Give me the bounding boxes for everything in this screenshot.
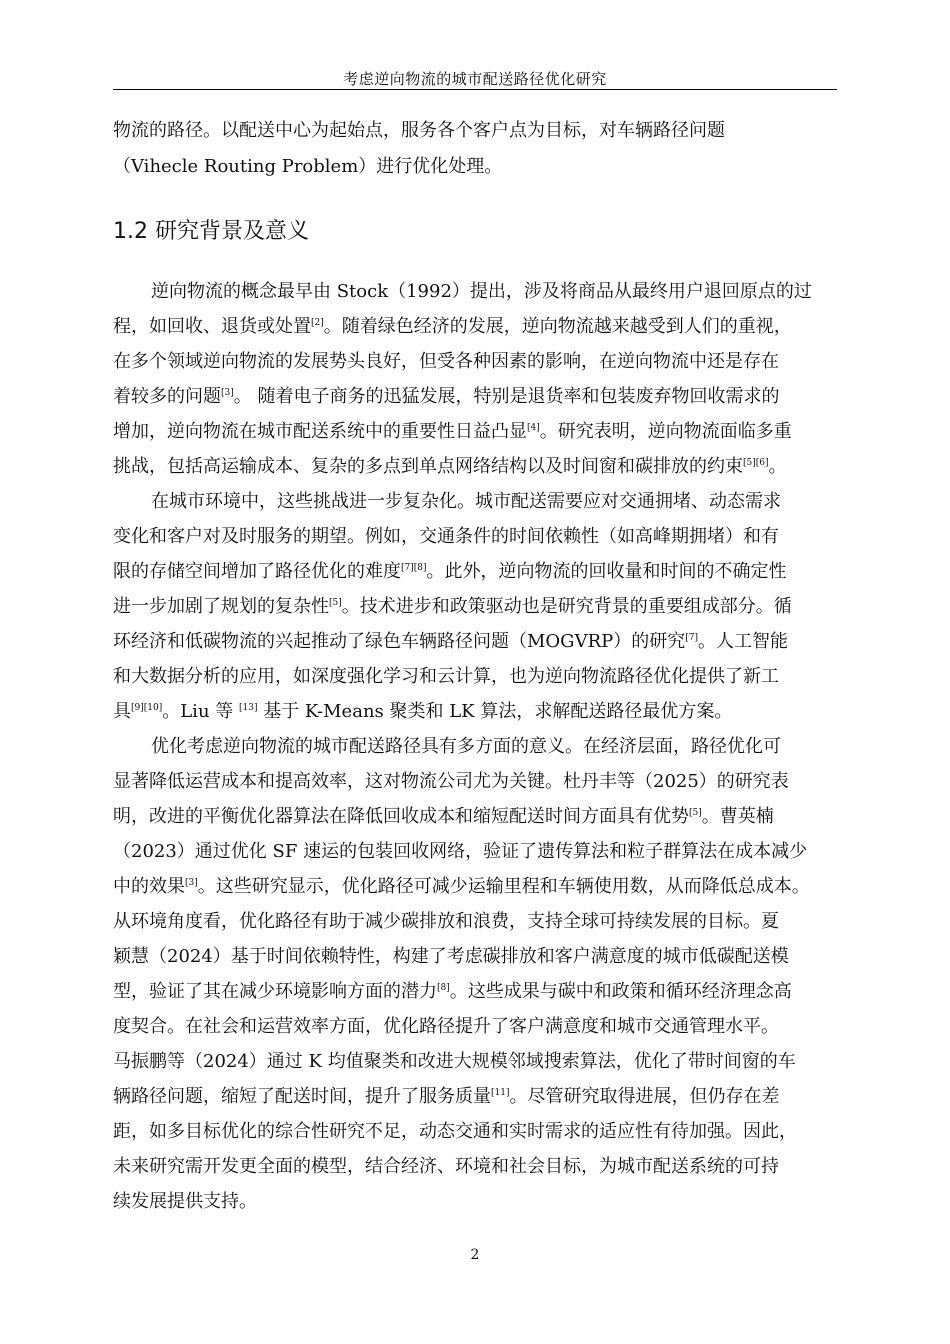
text-line: 续发展提供支持。: [113, 1191, 257, 1212]
text-line: 物流的路径。以配送中心为起始点，服务各个客户点为目标，对车辆路径问题: [113, 120, 725, 141]
text-line: 在城市环境中，这些挑战进一步复杂化。城市配送需要应对交通拥堵、动态需求: [151, 491, 781, 512]
text-line: 程，如回收、退货或处置[2]。随着绿色经济的发展，逆向物流越来越受到人们的重视，: [113, 316, 792, 337]
citation: [3]: [185, 878, 198, 888]
text-line: 从环境角度看，优化路径有助于减少碳排放和浪费，支持全球可持续发展的目标。夏: [113, 911, 779, 932]
citation: [4]: [527, 423, 540, 433]
text-line: 环经济和低碳物流的兴起推动了绿色车辆路径问题（MOGVRP）的研究[7]。人工智能: [113, 631, 788, 652]
text-line: 辆路径问题，缩短了配送时间，提升了服务质量[11]。尽管研究取得进展，但仍存在差: [113, 1086, 780, 1107]
citation: [3]: [221, 388, 234, 398]
section-heading: 1.2 研究背景及意义: [113, 219, 309, 244]
citation: [2]: [311, 318, 324, 328]
text-line: 明，改进的平衡优化器算法在降低回收成本和缩短配送时间方面具有优势[5]。曹英楠: [113, 806, 774, 827]
text-line: 增加，逆向物流在城市配送系统中的重要性日益凸显[4]。研究表明，逆向物流面临多重: [113, 421, 792, 442]
text-line: 和大数据分析的应用，如深度强化学习和云计算，也为逆向物流路径优化提供了新工: [113, 666, 779, 687]
text-line: 距，如多目标优化的综合性研究不足，动态交通和实时需求的适应性有待加强。因此，: [113, 1121, 797, 1142]
text-line: 型，验证了其在减少环境影响方面的潜力[8]。这些成果与碳中和政策和循环经济理念高: [113, 981, 792, 1002]
header-rule: [113, 89, 837, 90]
page-number: 2: [470, 1247, 480, 1263]
text-line: 未来研究需开发更全面的模型，结合经济、环境和社会目标，为城市配送系统的可持: [113, 1156, 779, 1177]
citation: [5]: [689, 808, 702, 818]
citation: [9][10]: [131, 703, 163, 713]
text-line: 在多个领域逆向物流的发展势头良好，但受各种因素的影响，在逆向物流中还是存在: [113, 351, 779, 372]
citation: [13]: [238, 703, 258, 713]
text-line: 马振鹏等（2024）通过 K 均值聚类和改进大规模邻域搜索算法，优化了带时间窗的车: [113, 1051, 796, 1072]
text-line: 限的存储空间增加了路径优化的难度[7][8]。此外，逆向物流的回收量和时间的不确定性: [113, 561, 787, 582]
citation: [5][6]: [743, 458, 769, 468]
text-line: 变化和客户对及时服务的期望。例如，交通条件的时间依赖性（如高峰期拥堵）和有: [113, 526, 779, 547]
citation: [8]: [437, 983, 450, 993]
citation: [7]: [685, 633, 698, 643]
text-line: 挑战，包括高运输成本、复杂的多点到单点网络结构以及时间窗和碳排放的约束[5][6]。: [113, 456, 787, 477]
text-line: 中的效果[3]。这些研究显示，优化路径可减少运输里程和车辆使用数，从而降低总成本。: [113, 876, 810, 897]
text-line: （2023）通过优化 SF 速运的包装回收网络，验证了遗传算法和粒子群算法在成本减少: [113, 841, 808, 862]
citation: [7][8]: [401, 563, 427, 573]
text-line: 颖慧（2024）基于时间依赖特性，构建了考虑碳排放和客户满意度的城市低碳配送模: [113, 946, 789, 967]
text-line: 显著降低运营成本和提高效率，这对物流公司尤为关键。杜丹丰等（2025）的研究表: [113, 771, 789, 792]
header-title: 考虑逆向物流的城市配送路径优化研究: [343, 70, 607, 88]
text-line: 进一步加剧了规划的复杂性[5]。技术进步和政策驱动也是研究背景的重要组成部分。循: [113, 596, 792, 617]
text-line: （Vihecle Routing Problem）进行优化处理。: [113, 156, 503, 177]
text-line: 着较多的问题[3]。 随着电子商务的迅猛发展，特别是退货率和包装废弃物回收需求的: [113, 386, 780, 407]
text-line: 度契合。在社会和运营效率方面，优化路径提升了客户满意度和城市交通管理水平。: [113, 1016, 779, 1037]
text-line: 具[9][10]。Liu 等 [13] 基于 K-Means 聚类和 LK 算法，求解配送路径最优方案。: [113, 701, 733, 722]
text-line: 逆向物流的概念最早由 Stock（1992）提出，涉及将商品从最终用户退回原点的过: [151, 281, 812, 302]
citation: [5]: [329, 598, 342, 608]
text-line: 优化考虑逆向物流的城市配送路径具有多方面的意义。在经济层面，路径优化可: [151, 736, 781, 757]
citation: [11]: [491, 1088, 510, 1098]
